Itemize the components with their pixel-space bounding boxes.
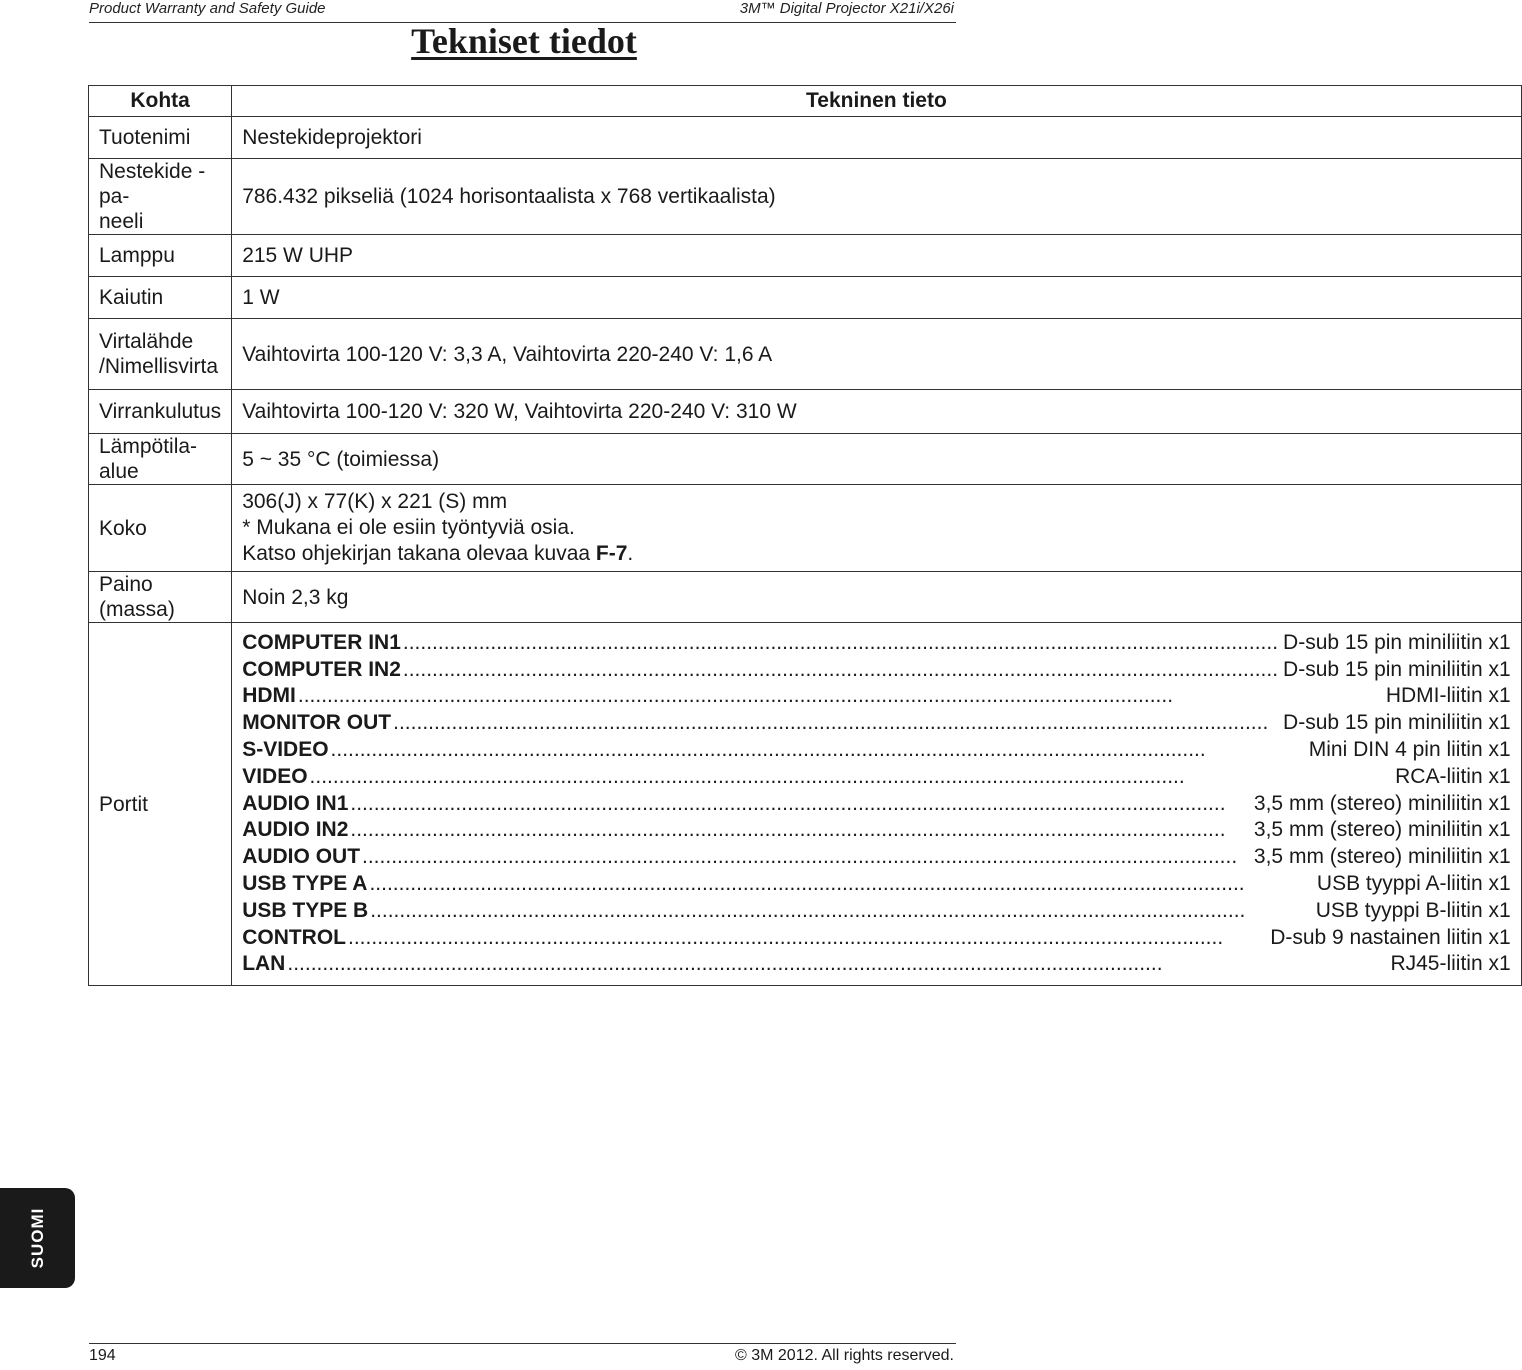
row-value: Noin 2,3 kg: [232, 572, 1521, 623]
port-value: USB tyyppi B-liitin x1: [1315, 898, 1511, 922]
size-reference: [242, 541, 1510, 567]
header-product-name: 3M™ Digital Projector X21i/X26i: [739, 0, 954, 17]
size-dimensions: 306(J) x 77(K) x 221 (S) mm: [242, 490, 508, 513]
table-row: [89, 390, 1522, 434]
port-name: USB TYPE B: [242, 898, 369, 922]
row-key: Virrankulutus: [89, 390, 232, 434]
size-reference-text: Katso ohjekirjan takana olevaa kuvaa: [242, 542, 596, 565]
port-leader-dots: [331, 737, 1304, 764]
row-value: Nestekideprojektori: [232, 117, 1521, 159]
row-key-line: /Nimellisvirta: [99, 355, 219, 378]
port-leader-dots: [350, 817, 1249, 844]
ports-list: [242, 626, 1510, 982]
row-key: Portit: [89, 623, 232, 986]
row-key: Paino (massa): [89, 572, 232, 623]
table-row-ports: [89, 623, 1522, 986]
port-row: [242, 951, 1510, 978]
row-value: [232, 485, 1521, 572]
port-value: RJ45-liitin x1: [1390, 952, 1511, 976]
header-guide-title: Product Warranty and Safety Guide: [89, 0, 326, 17]
port-value: USB tyyppi A-liitin x1: [1316, 871, 1511, 895]
row-key: [89, 159, 232, 235]
table-row: [89, 434, 1522, 485]
port-leader-dots: [310, 764, 1391, 791]
port-leader-dots: [350, 791, 1249, 818]
page-title: Tekniset tiedot: [411, 21, 637, 61]
port-leader-dots: [298, 683, 1381, 710]
row-key-line: Virtalähde: [99, 330, 194, 353]
row-key: Tuotenimi: [89, 117, 232, 159]
port-name: MONITOR OUT: [242, 711, 392, 735]
port-row: [242, 925, 1510, 952]
port-leader-dots: [369, 871, 1311, 898]
language-tab-label: SUOMI: [27, 1207, 47, 1269]
table-row: [89, 235, 1522, 277]
row-value: 786.432 pikseliä (1024 horisontaalista x 768 vertikaalista): [232, 159, 1521, 235]
port-name: CONTROL: [242, 925, 347, 949]
port-leader-dots: [370, 898, 1311, 925]
port-name: HDMI: [242, 684, 296, 708]
page-number: 194: [89, 1347, 116, 1364]
port-value: 3,5 mm (stereo) miniliitin x1: [1253, 791, 1511, 815]
port-name: AUDIO IN1: [242, 791, 349, 815]
port-leader-dots: [287, 951, 1385, 978]
port-name: S-VIDEO: [242, 738, 329, 761]
port-row: [242, 657, 1510, 684]
size-reference-figure: F-7: [595, 542, 628, 565]
port-name: AUDIO OUT: [242, 845, 361, 869]
table-header-row: [89, 86, 1522, 117]
size-note: * Mukana ei ole esiin työntyviä osia.: [242, 516, 575, 539]
port-name: COMPUTER IN2: [242, 657, 401, 681]
port-value: D-sub 9 nastainen liitin x1: [1270, 925, 1511, 949]
column-header-item: Kohta: [89, 86, 232, 117]
port-row: [242, 630, 1510, 657]
row-value: Vaihtovirta 100-120 V: 3,3 A, Vaihtovirta 220-240 V: 1,6 A: [232, 319, 1521, 390]
port-value: Mini DIN 4 pin liitin x1: [1308, 738, 1511, 761]
copyright: © 3M 2012. All rights reserved.: [735, 1347, 954, 1364]
row-value: Vaihtovirta 100-120 V: 320 W, Vaihtovirta 220-240 V: 310 W: [232, 390, 1521, 434]
port-value: 3,5 mm (stereo) miniliitin x1: [1253, 818, 1511, 842]
port-leader-dots: [403, 630, 1278, 657]
table-row: [89, 319, 1522, 390]
row-value: 1 W: [232, 277, 1521, 319]
port-value: D-sub 15 pin miniliitin x1: [1283, 630, 1511, 654]
port-value: HDMI-liitin x1: [1385, 684, 1511, 708]
table-row: [89, 159, 1522, 235]
port-leader-dots: [403, 657, 1278, 684]
table-row: [89, 572, 1522, 623]
port-row: [242, 791, 1510, 818]
port-value: RCA-liitin x1: [1395, 764, 1511, 788]
row-key: Lamppu: [89, 235, 232, 277]
port-leader-dots: [348, 925, 1265, 952]
row-key: [89, 319, 232, 390]
port-value: 3,5 mm (stereo) miniliitin x1: [1253, 845, 1511, 869]
port-value: D-sub 15 pin miniliitin x1: [1283, 657, 1511, 681]
row-key: Kaiutin: [89, 277, 232, 319]
port-row: [242, 844, 1510, 871]
port-leader-dots: [393, 710, 1278, 737]
language-tab: [0, 1188, 75, 1288]
port-name: VIDEO: [242, 764, 308, 788]
ports-cell: [232, 623, 1521, 986]
column-header-value: Tekninen tieto: [232, 86, 1521, 117]
port-name: LAN: [242, 952, 286, 976]
row-value: 215 W UHP: [232, 235, 1521, 277]
port-row: [242, 871, 1510, 898]
row-value: 5 ~ 35 °C (toimiessa): [232, 434, 1521, 485]
port-name: AUDIO IN2: [242, 818, 349, 842]
row-key: Koko: [89, 485, 232, 572]
port-row: [242, 710, 1510, 737]
port-row: [242, 764, 1510, 791]
size-reference-end: .: [627, 542, 634, 565]
table-row: [89, 277, 1522, 319]
port-name: USB TYPE A: [242, 871, 368, 895]
port-row: [242, 817, 1510, 844]
row-key-line: neeli: [99, 210, 144, 233]
row-key: Lämpötila-alue: [89, 434, 232, 485]
port-leader-dots: [362, 844, 1249, 871]
port-value: D-sub 15 pin miniliitin x1: [1283, 711, 1511, 735]
port-row: [242, 683, 1510, 710]
table-row: [89, 117, 1522, 159]
table-row: [89, 485, 1522, 572]
footer-divider: [89, 1343, 956, 1344]
port-row: [242, 737, 1510, 764]
row-key-line: Nestekide -pa-: [99, 160, 206, 208]
port-row: [242, 898, 1510, 925]
spec-table: [88, 85, 1522, 986]
port-name: COMPUTER IN1: [242, 630, 401, 654]
